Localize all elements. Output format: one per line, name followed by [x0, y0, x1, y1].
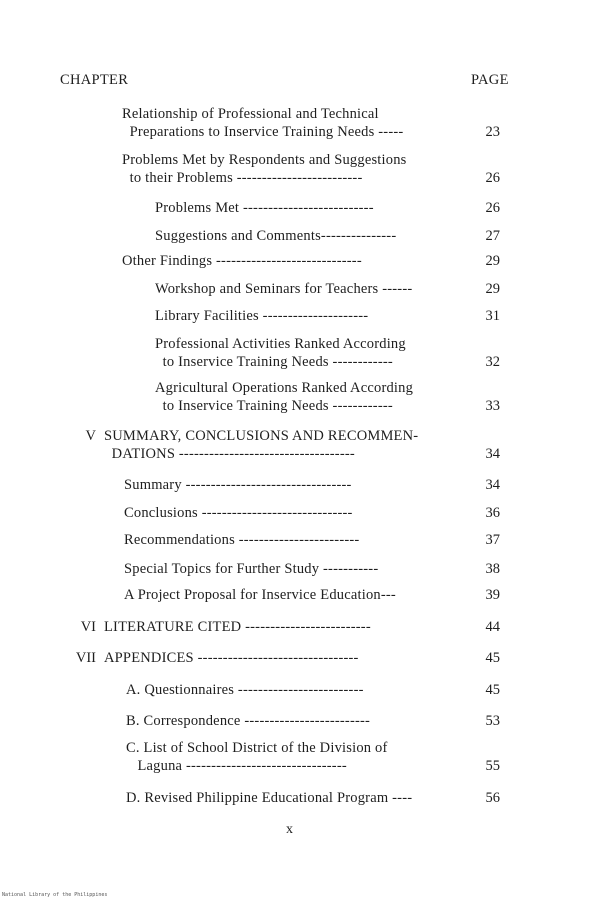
toc-entry-page: 29 [485, 253, 500, 269]
toc-entry-text: to Inservice Training Needs ------------ [155, 354, 393, 370]
toc-entry-page: 31 [485, 308, 500, 324]
toc-entry-text: Library Facilities --------------------- [155, 308, 369, 324]
toc-entry-page: 45 [485, 650, 500, 666]
toc-entry-text: Summary --------------------------------- [124, 477, 352, 493]
toc-entry-page: 44 [485, 619, 500, 635]
page-column-heading: PAGE [471, 72, 509, 88]
toc-entry-text: LITERATURE CITED ------------------------- [104, 619, 371, 635]
toc-entry-text: Workshop and Seminars for Teachers ------ [155, 281, 413, 297]
toc-entry-page: 39 [485, 587, 500, 603]
toc-entry-text: SUMMARY, CONCLUSIONS AND RECOMMEN- [104, 428, 419, 444]
toc-entry-page: 33 [485, 398, 500, 414]
toc-entry-page: 34 [485, 446, 500, 462]
toc-entry-text: Agricultural Operations Ranked According [155, 380, 414, 396]
toc-entry-text: C. List of School District of the Division of [126, 740, 388, 756]
toc-entry-page: 56 [485, 790, 500, 806]
toc-entry-page: 38 [485, 561, 500, 577]
toc-entry-page: 27 [485, 228, 500, 244]
chapter-numeral: V [85, 428, 96, 444]
toc-entry-page: 23 [485, 124, 500, 140]
toc-entry-text: D. Revised Philippine Educational Program ---- [126, 790, 413, 806]
toc-entry-text: Preparations to Inservice Training Needs ----- [122, 124, 404, 140]
scan-footer-note: National Library of the Philippines [2, 892, 108, 898]
toc-entry-text: Other Findings ----------------------------- [122, 253, 362, 269]
toc-entry-text: Relationship of Professional and Technical [122, 106, 379, 122]
toc-entry-page: 26 [485, 170, 500, 186]
toc-entry-text: Recommendations ------------------------ [124, 532, 360, 548]
toc-entry-page: 53 [485, 713, 500, 729]
toc-entry-text: Conclusions ------------------------------ [124, 505, 353, 521]
toc-entry-text: Suggestions and Comments--------------- [155, 228, 397, 244]
toc-entry-text: Laguna -------------------------------- [126, 758, 347, 774]
toc-entry-text: A. Questionnaires ------------------------- [126, 682, 364, 698]
toc-entry-page: 37 [485, 532, 500, 548]
toc-entry-text: to Inservice Training Needs ------------ [155, 398, 393, 414]
toc-entry-page: 29 [485, 281, 500, 297]
toc-entry-page: 45 [485, 682, 500, 698]
toc-entry-page: 36 [485, 505, 500, 521]
toc-entry-text: APPENDICES -------------------------------- [104, 650, 359, 666]
toc-entry-text: Special Topics for Further Study ----------- [124, 561, 379, 577]
toc-entry-text: Problems Met by Respondents and Suggestions [122, 152, 407, 168]
page-number: x [286, 822, 293, 837]
toc-entry-text: B. Correspondence ------------------------- [126, 713, 371, 729]
chapter-numeral: VII [75, 650, 96, 666]
chapter-column-heading: CHAPTER [60, 72, 129, 88]
toc-entry-text: to their Problems ------------------------- [122, 170, 363, 186]
toc-entry-text: Professional Activities Ranked According [155, 336, 406, 352]
toc-entry-text: DATIONS ----------------------------------- [104, 446, 355, 462]
chapter-numeral: VI [80, 619, 96, 635]
toc-entry-page: 26 [485, 200, 500, 216]
toc-entry-page: 32 [485, 354, 500, 370]
toc-entry-page: 55 [485, 758, 500, 774]
toc-entry-text: Problems Met -------------------------- [155, 200, 374, 216]
toc-entry-page: 34 [485, 477, 500, 493]
toc-entry-text: A Project Proposal for Inservice Education--- [124, 587, 396, 603]
